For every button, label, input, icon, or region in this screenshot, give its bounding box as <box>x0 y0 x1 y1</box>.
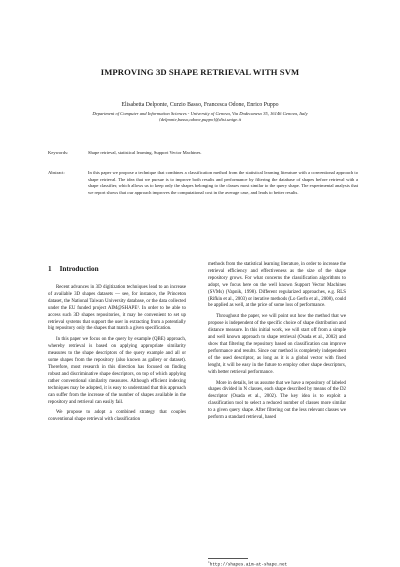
keywords-text: Shape retrieval, statistical learning, Support Vector Machines. <box>88 150 202 155</box>
section-title: Introduction <box>59 265 99 273</box>
author-list: Elisabetta Delponte, Curzio Basso, Francesca Odone, Enrico Puppo <box>121 102 279 108</box>
paragraph: methods from the statistical learning literature, in order to increase the retrieval efficiency and effectiveness as the size of the shape repository grows. For what concerns the classification algorithms to adopt, we focus here on the well known Support Vector Machines (SVMs) (Vapnik, 1998). Different regularized approaches, e.g. RLS (Rifkin et al., 2003) or iterative methods (Lo Gerfo et al., 2008), could be applied as well, at the price of some loss of performance. <box>208 262 346 309</box>
left-column <box>48 285 186 424</box>
abstract-text: In this paper we propose a technique that combines a classification method from the statistical learning literature with a conventional approach to shape retrieval. The idea that we pursue is to improve both results and performance by filtering the database of shapes before retrieval with a shape classifier, which allows us to keep only the shapes belonging to the classes most similar to the query shape. The experimental analysis that we report shows that our approach improves the computational cost in the average case, and leads to better results. <box>88 170 358 196</box>
paper-title: IMPROVING 3D SHAPE RETRIEVAL WITH SVM <box>100 67 300 77</box>
paragraph: Throughout the paper, we will point out how the method that we propose is independent of the specific choice of shape distribution and distance measure. In this initial work, we will start off from a simple and well known approach to shape retrieval (Osada et al., 2002) and show that filtering the repository based on classification can improve performance and results. Since our method is completely independent of the used descriptor, as long as it is a global vector with fixed lenght, it will be easy in the future to employ other shape descriptors, with better retrieval performance. <box>208 314 346 375</box>
footnote-marker: 1 <box>208 560 210 564</box>
paragraph: Recent advances in 3D digitization techniques lead to an increase of available 3D shapes datasets — see, for instance, the Princeton dataset, the National Taiwan University database, or the data collected under the EU funded project AIM@SHAPE¹. In order to be able to access such 3D shapes repositories, it may be convenient to set up retrieval systems that support the user in extracting from a potentially big repository only the shapes that match a given specification. <box>48 285 186 332</box>
affiliation-block <box>30 111 370 124</box>
section-heading <box>48 265 99 273</box>
author-emails: {delponte,basso,odone,puppo}@disi.unige.it <box>158 117 242 123</box>
keywords-label: Keywords: <box>48 150 69 155</box>
section-number: 1 <box>48 265 52 273</box>
footnote-divider <box>208 558 248 559</box>
right-column <box>208 262 346 422</box>
paragraph: In this paper we focus on the query by example (QBE) approach, whereby retrieval is based on applying appropriate similarity measures to the shape descriptors of the query example and all or some shapes from the repository (also known as gallery or dataset). Therefore, most research in this direction has focused on finding robust and discriminative shape descriptors, on top of which applying rather conventional similarity measures. Although efficient indexing techniques may be adopted, it is easy to understand that this approach can suffer from the increase of the number of shapes available in the repository and retrieval can easily fail. <box>48 337 186 405</box>
abstract-label: Abstract: <box>48 170 65 175</box>
footnote-url[interactable]: http://shapes.aim-at-shape.net <box>209 562 288 567</box>
affiliation: Department of Computer and Information Sciences - University of Genova, Via Dodecaneso 35, 16146 Genova, Italy <box>92 111 308 116</box>
paragraph: More in details, let us assume that we have a repository of labeled shapes divided in N classes, each shape described by means of the D2 descriptor (Osada et al., 2002). The key idea is to exploit a classification tool to select a reduced number of classes more similar to a given query shape. After filtering out the less relevant classes we perform a standard retrieval, based <box>208 380 346 421</box>
paragraph: We propose to adopt a combined strategy that couples conventional shape retrieval with classification <box>48 410 186 423</box>
